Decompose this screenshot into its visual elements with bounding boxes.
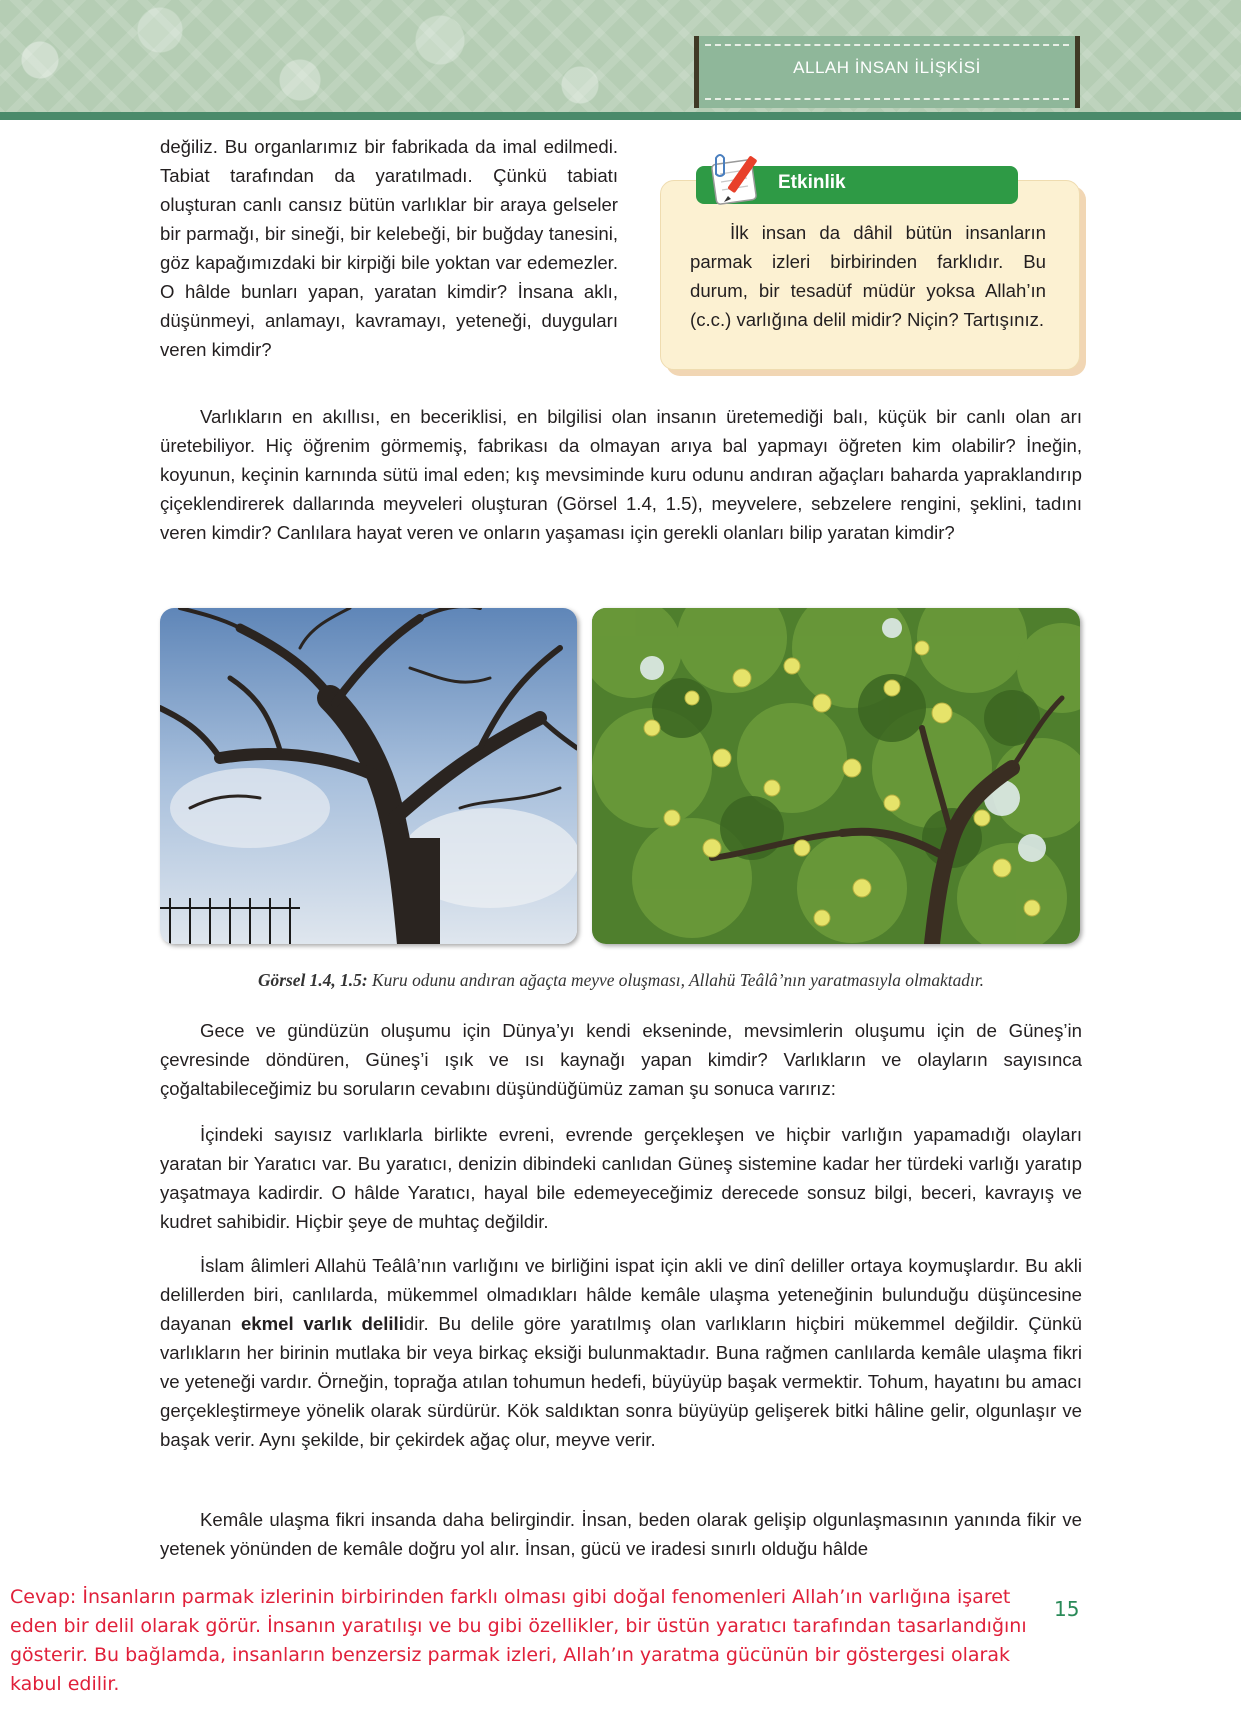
page-number: 15	[1054, 1597, 1080, 1621]
pencil-notepad-icon	[708, 150, 768, 208]
header-stripe	[0, 112, 1241, 120]
caption-text: Kuru odunu andıran ağaçta meyve oluşması, Allahü Teâlâ’nın yaratmasıyla olmaktadır.	[367, 970, 985, 990]
photo-bare-tree	[160, 608, 577, 944]
paragraph-5-before: İslam âlimleri Allahü Teâlâ’nın varlığını ve birliğini ispat için akli ve dinî deliller ortaya koymuşlardır. Bu akli delillerden biri, canlılarda, mükemmel olmadıkları hâlde kemâle ulaşma yeteneğinin bulunduğu düşüncesine dayanan	[160, 1255, 1082, 1334]
unit-title-box	[694, 36, 1080, 108]
caption-label: Görsel 1.4, 1.5:	[257, 970, 368, 990]
paragraph-day-night: Gece ve gündüzün oluşumu için Dünya’yı kendi ekseninde, mevsimlerin oluşumu için de Güneş’in çevresinde döndüren, Güneş’i ışık ve ısı kaynağı yapan kimdir? Varlıkların ve olayların sayısınca çoğaltabileceğimiz bu soruların cevabını düşündüğümüz zaman şu sonuca varırız:	[160, 1020, 1082, 1099]
paragraph-ekmel-delil	[160, 1251, 1082, 1454]
paragraph-kemal: Kemâle ulaşma fikri insanda daha belirgindir. İnsan, beden olarak gelişip olgunlaşmasının yanında fikir ve yetenek yönünden de kemâle doğru yol alır. İnsan, gücü ve iradesi sınırlı olduğu hâlde	[160, 1509, 1082, 1559]
intro-paragraph: değiliz. Bu organlarımız bir fabrikada da imal edilmedi. Tabiat tarafından da yaratılmadı. Çünkü tabiatı oluşturan canlı cansız bütün varlıklar bir araya gelseler bir parmağı, bir sineği, bir kelebeği, bir buğday tanesini, göz kapağımızdaki bir kirpiği bile yoktan var edemezler. O hâlde bunları yapan, yaratan kimdir? İnsana aklı, düşünmeyi, anlamayı, kavramayı, yeteneği, duyguları veren kimdir?	[160, 136, 618, 360]
paragraph-honeybee: Varlıkların en akıllısı, en beceriklisi, en bilgilisi olan insanın üretemediği balı, küçük bir canlı olan arı üretebiliyor. Hiç öğrenim görmemiş, fabrikası da olmayan arıya bal yapmayı öğreten kim olabilir? İneğin, koyunun, keçinin karnında sütü imal eden; kış mevsiminde kuru odunu andıran ağaçları baharda yapraklandırıp çiçeklendirerek dallarında meyveleri oluşturan (Görsel 1.4, 1.5), meyvelere, sebzelere rengini, şeklini, tadını veren kimdir? Canlılara hayat veren ve onların yaşaması için gerekli olanları bilip yaratan kimdir?	[160, 406, 1082, 543]
unit-title: ALLAH İNSAN İLİŞKİSİ	[793, 58, 981, 77]
activity-title: Etkinlik	[778, 172, 846, 193]
answer-text: Cevap: İnsanların parmak izlerinin birbirinden farklı olması gibi doğal fenomenleri Allah’ın varlığına işaret eden bir delil olarak görür. İnsanın yaratılışı ve bu gibi özellikler, bir üstün yaratıcı tarafından tasarlandığını gösterir. Bu bağlamda, insanların benzersiz parmak izleri, Allah’ın yaratma gücünün bir göstergesi olarak kabul edilir.	[10, 1586, 1027, 1695]
paragraph-5-after: dir. Bu delile göre yaratılmış olan varlıkların hiçbiri mükemmel değildir. Çünkü varlıkların her birinin mutlaka bir veya birkaç eksiği bulunmaktadır. Buna rağmen canlılarda kemâle ulaşma fikri ve yeteneği vardır. Örneğin, toprağa atılan tohumun hedefi, büyüyüp başak vermektir. Tohum, hayatını bu amacı gerçekleştirmeye yönelik olarak sürdürür. Kök saldıktan sonra büyüyüp gelişerek bitki hâline gelir, olgunlaşır ve başak verir. Aynı şekilde, bir çekirdek ağaç olur, meyve verir.	[160, 1313, 1082, 1450]
ekmel-varlik-delili-term: ekmel varlık delili	[240, 1313, 404, 1334]
paragraph-creator: İçindeki sayısız varlıklarla birlikte evreni, evrende gerçekleşen ve hiçbir varlığın yapamadığı olayları yaratan bir Yaratıcı var. Bu yaratıcı, denizin dibindeki canlıdan Güneş sistemine kadar her türdeki varlığı yaratıp yaşatmaya kadirdir. O hâlde Yaratıcı, hayal bile edemeyeceğimiz derecede sonsuz bilgi, beceri, kavrayış ve kudret sahibidir. Hiçbir şeye de muhtaç değildir.	[160, 1124, 1082, 1232]
activity-text: İlk insan da dâhil bütün insanların parmak izleri birbirinden farklıdır. Bu durum, bir tesadüf müdür yoksa Allah’ın (c.c.) varlığına delil midir? Niçin? Tartışınız.	[690, 222, 1046, 330]
photo-fruit-tree	[592, 608, 1080, 944]
figure-caption	[160, 970, 1082, 991]
